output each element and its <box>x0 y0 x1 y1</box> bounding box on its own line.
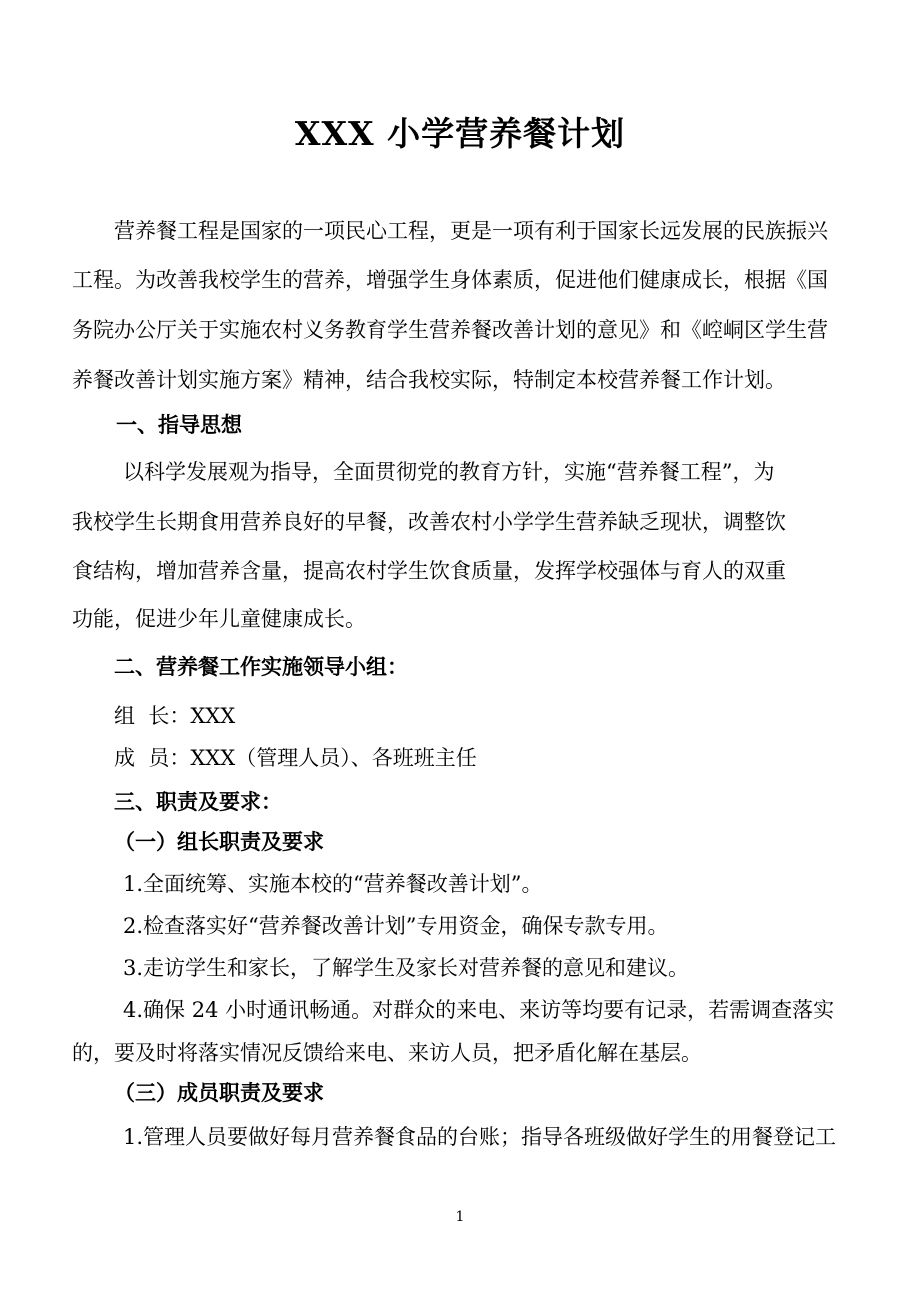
section1-line-4: 功能，促进少年儿童健康成长。 <box>72 607 366 631</box>
leader-duty-item-2: 2.检查落实好“营养餐改善计划”专用资金，确保专款专用。 <box>123 914 669 938</box>
leader-duty-item-1: 1.全面统筹、实施本校的“营养餐改善计划”。 <box>123 872 543 896</box>
member-duty-item-1: 1.管理人员要做好每月营养餐食品的台账；指导各班级做好学生的用餐登记工 <box>123 1125 837 1149</box>
intro-line-1: 营养餐工程是国家的一项民心工程，更是一项有利于国家长远发展的民族振兴 <box>114 219 828 243</box>
document-title: XXX 小学营养餐计划 <box>294 114 626 153</box>
section1-line-3: 食结构，增加营养含量，提高农村学生饮食质量，发挥学校强体与育人的双重 <box>72 559 786 583</box>
page-number: 1 <box>455 1209 465 1225</box>
subsection-heading-member-duties: （三）成员职责及要求 <box>114 1080 324 1105</box>
leader-duty-item-3: 3.走访学生和家长，了解学生及家长对营养餐的意见和建议。 <box>123 956 690 980</box>
section-heading-duties: 三、职责及要求： <box>114 789 282 814</box>
section1-line-1: 以科学发展观为指导，全面贯彻党的教育方针，实施“营养餐工程”，为 <box>123 460 775 484</box>
section-heading-guiding-ideology: 一、指导思想 <box>116 412 242 437</box>
intro-line-3: 务院办公厅关于实施农村义务教育学生营养餐改善计划的意见》和《崆峒区学生营 <box>72 318 828 342</box>
group-members-line: 成 员：XXX（管理人员）、各班班主任 <box>114 746 477 770</box>
section1-line-2: 我校学生长期食用营养良好的早餐，改善农村小学学生营养缺乏现状，调整饮 <box>72 510 786 534</box>
section-heading-leading-group: 二、营养餐工作实施领导小组： <box>114 654 408 679</box>
group-leader-line: 组 长：XXX <box>114 704 236 728</box>
subsection-heading-leader-duties: （一）组长职责及要求 <box>114 829 324 854</box>
leader-duty-item-4-continued: 的，要及时将落实情况反馈给来电、来访人员，把矛盾化解在基层。 <box>72 1041 702 1065</box>
intro-line-4: 养餐改善计划实施方案》精神，结合我校实际，特制定本校营养餐工作计划。 <box>72 368 786 392</box>
intro-line-2: 工程。为改善我校学生的营养，增强学生身体素质，促进他们健康成长，根据《国 <box>72 268 828 292</box>
leader-duty-item-4: 4.确保 24 小时通讯畅通。对群众的来电、来访等均要有记录，若需调查落实 <box>123 998 835 1022</box>
